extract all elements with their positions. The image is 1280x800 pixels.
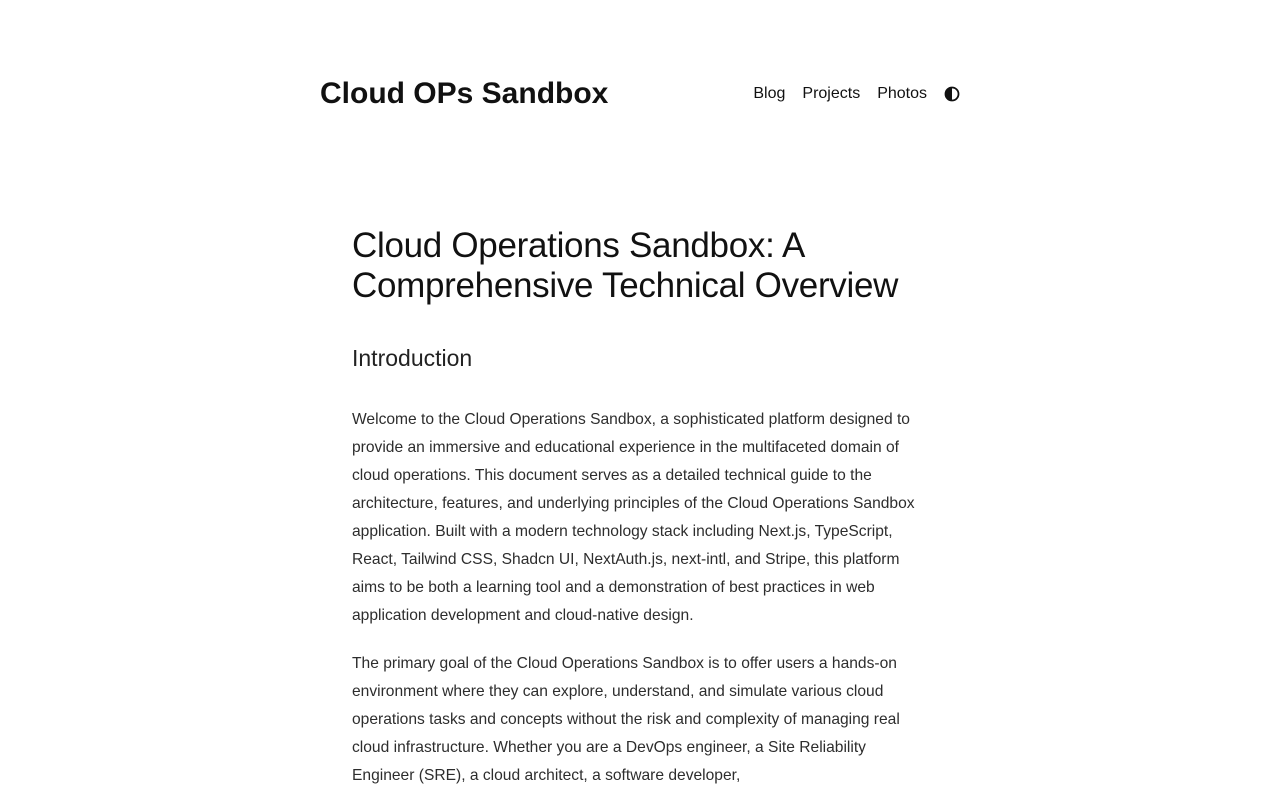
site-title[interactable]: Cloud OPs Sandbox xyxy=(320,77,609,110)
nav-link-blog[interactable]: Blog xyxy=(753,85,786,102)
article-title: Cloud Operations Sandbox: A Comprehensive Technical Overview xyxy=(352,226,899,305)
article xyxy=(352,226,932,790)
main-nav xyxy=(753,83,960,105)
nav-link-photos[interactable]: Photos xyxy=(877,85,927,102)
article-paragraph: The primary goal of the Cloud Operations Sandbox is to offer users a hands-on environment where they can explore, understand, and simulate various cloud operations tasks and concepts without the risk and complexity of managing real cloud infrastructure. Whether you are a DevOps engineer, a Site Reliability Engineer (SRE), a cloud architect, a software developer, xyxy=(352,655,900,784)
theme-toggle-button[interactable] xyxy=(944,86,960,102)
section-heading-introduction: Introduction xyxy=(352,345,473,371)
nav-link-projects[interactable]: Projects xyxy=(802,85,861,102)
site-header xyxy=(320,72,960,116)
contrast-icon xyxy=(944,86,960,102)
article-paragraph: Welcome to the Cloud Operations Sandbox, a sophisticated platform designed to provide an immersive and educational experience in the multifaceted domain of cloud operations. This document serves as a detailed technical guide to the architecture, features, and underlying principles of the Cloud Operations Sandbox application. Built with a modern technology stack including Next.js, TypeScript, React, Tailwind CSS, Shadcn UI, NextAuth.js, next-intl, and Stripe, this platform aims to be both a learning tool and a demonstration of best practices in web application development and cloud-native design. xyxy=(352,411,915,624)
